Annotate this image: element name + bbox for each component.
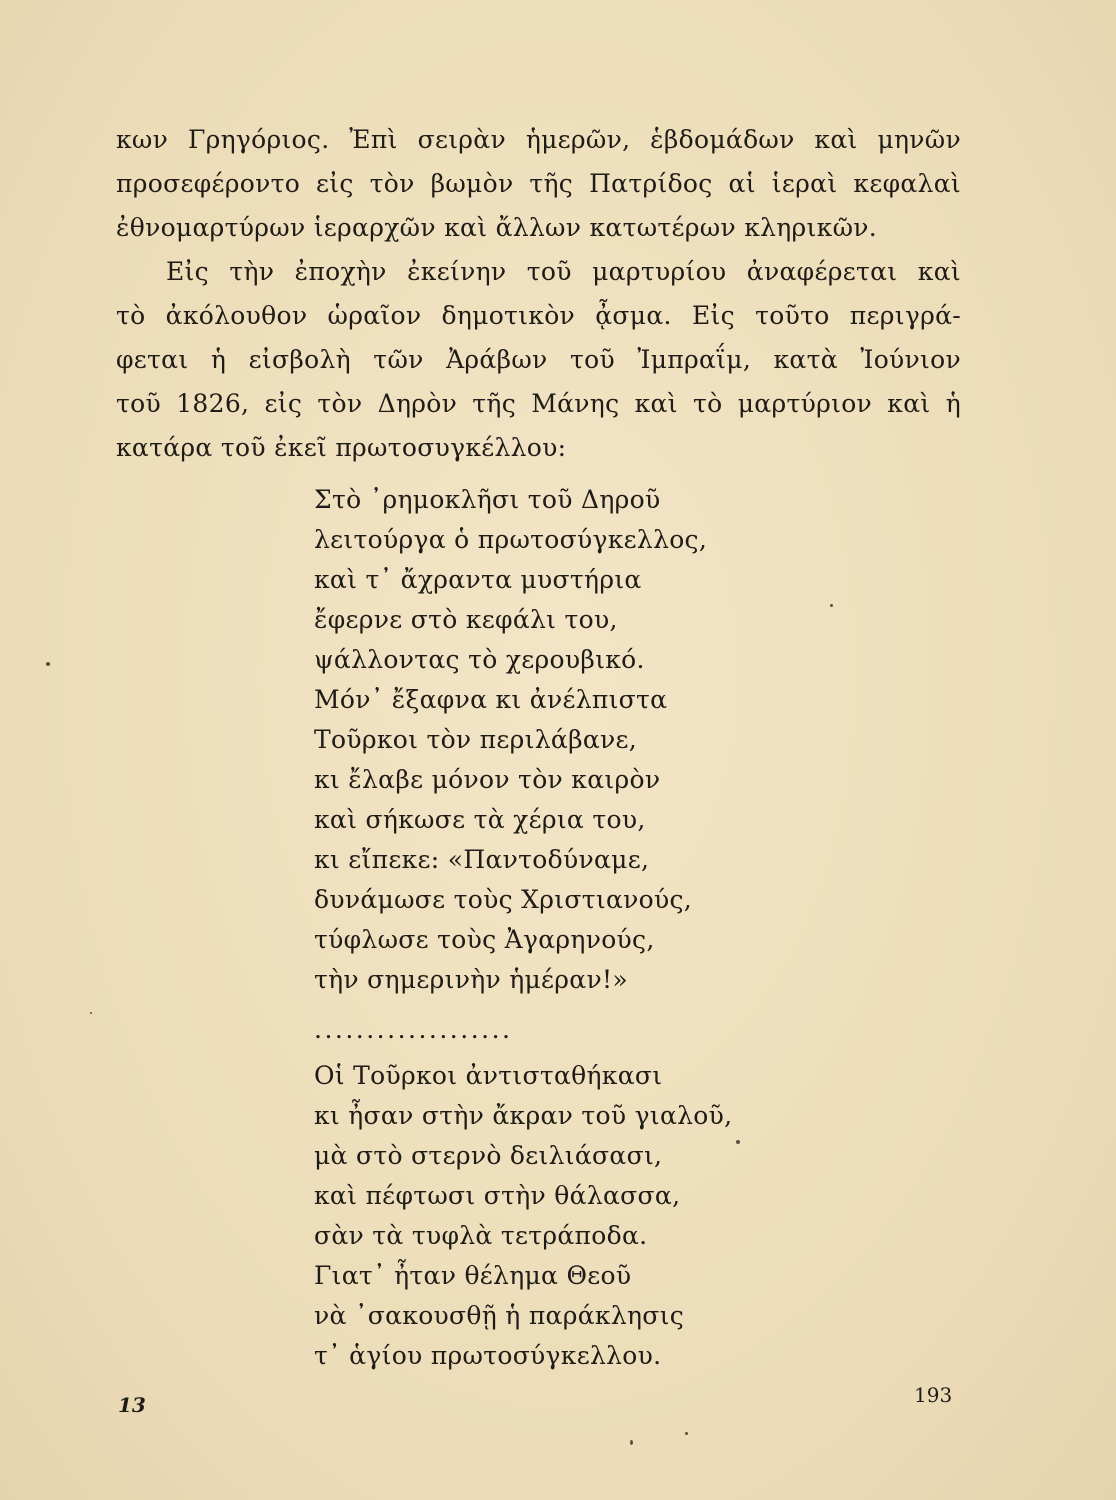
poem-line: σὰν τὰ τυφλὰ τετράποδα. <box>314 1221 648 1250</box>
poem-line: λειτούργα ὁ πρωτοσύγκελλος, <box>314 525 708 554</box>
paper-speck <box>685 1432 688 1435</box>
poem-line: ψάλλοντας τὸ χερουβικό. <box>314 645 645 674</box>
paper-speck <box>736 1140 740 1144</box>
poem-line: Γιατ᾿ ἦταν θέλημα Θεοῦ <box>314 1261 632 1290</box>
prose-line: Εἰς τὴν ἐποχὴν ἐκείνην τοῦ μαρτυρίου ἀναφέρεται καὶ <box>166 257 961 286</box>
prose-line: κατάρα τοῦ ἐκεῖ πρωτοσυγκέλλου: <box>116 433 567 462</box>
prose-line: κων Γρηγόριος. Ἐπὶ σειρὰν ἡμερῶν, ἑβδομάδων καὶ μηνῶν <box>116 125 961 154</box>
ellipsis-separator: ................... <box>314 1015 513 1044</box>
poem-line: τύφλωσε τοὺς Ἀγαρηνούς, <box>314 925 655 954</box>
poem-line: Οἱ Τοῦρκοι ἀντισταθήκασι <box>314 1061 663 1090</box>
paper-speck <box>630 1440 633 1445</box>
signature-mark: 13 <box>118 1393 146 1417</box>
prose-line: ἐθνομαρτύρων ἱεραρχῶν καὶ ἄλλων κατωτέρων κληρικῶν. <box>116 213 878 242</box>
poem-line: Τοῦρκοι τὸν περιλάβανε, <box>314 725 638 754</box>
prose-line: φεται ἡ εἰσβολὴ τῶν Ἀράβων τοῦ Ἰμπραΐμ, κατὰ Ἰούνιον <box>116 345 961 374</box>
poem-line: Μόν᾿ ἔξαφνα κι ἀνέλπιστα <box>314 685 668 714</box>
prose-line: τοῦ 1826, εἰς τὸν Δηρὸν τῆς Μάνης καὶ τὸ μαρτύριον καὶ ἡ <box>116 389 961 418</box>
paper-speck <box>90 1012 92 1014</box>
poem-line: καὶ σήκωσε τὰ χέρια του, <box>314 805 646 834</box>
poem-line: τ᾿ ἁγίου πρωτοσύγκελλου. <box>314 1341 662 1370</box>
poem-line: νὰ ᾿σακουσθῇ ἡ παράκλησις <box>314 1301 685 1330</box>
poem-line: μὰ στὸ στερνὸ δειλιάσασι, <box>314 1141 663 1170</box>
poem-line: καὶ πέφτωσι στὴν θάλασσα, <box>314 1181 681 1210</box>
poem-line: ἔφερνε στὸ κεφάλι του, <box>314 605 618 634</box>
poem-line: τὴν σημερινὴν ἡμέραν!» <box>314 965 628 994</box>
paper-speck <box>830 604 833 607</box>
poem-line: καὶ τ᾿ ἄχραντα μυστήρια <box>314 565 642 594</box>
poem-line: κι εἴπεκε: «Παντοδύναμε, <box>314 845 650 874</box>
poem-line: κι ἦσαν στὴν ἄκραν τοῦ γιαλοῦ, <box>314 1101 733 1130</box>
page-number: 193 <box>914 1383 953 1407</box>
prose-line: τὸ ἀκόλουθον ὡραῖον δημοτικὸν ᾆσμα. Εἰς τοῦτο περιγρά- <box>116 301 961 330</box>
poem-line: δυνάμωσε τοὺς Χριστιανούς, <box>314 885 693 914</box>
prose-line: προσεφέροντο εἰς τὸν βωμὸν τῆς Πατρίδος αἱ ἱεραὶ κεφαλαὶ <box>116 169 961 198</box>
paper-speck <box>46 662 50 666</box>
poem <box>314 480 794 1376</box>
prose-block <box>116 118 961 470</box>
poem-line: Στὸ ᾿ρημοκλῆσι τοῦ Δηροῦ <box>314 485 661 514</box>
poem-line: κι ἔλαβε μόνον τὸν καιρὸν <box>314 765 661 794</box>
